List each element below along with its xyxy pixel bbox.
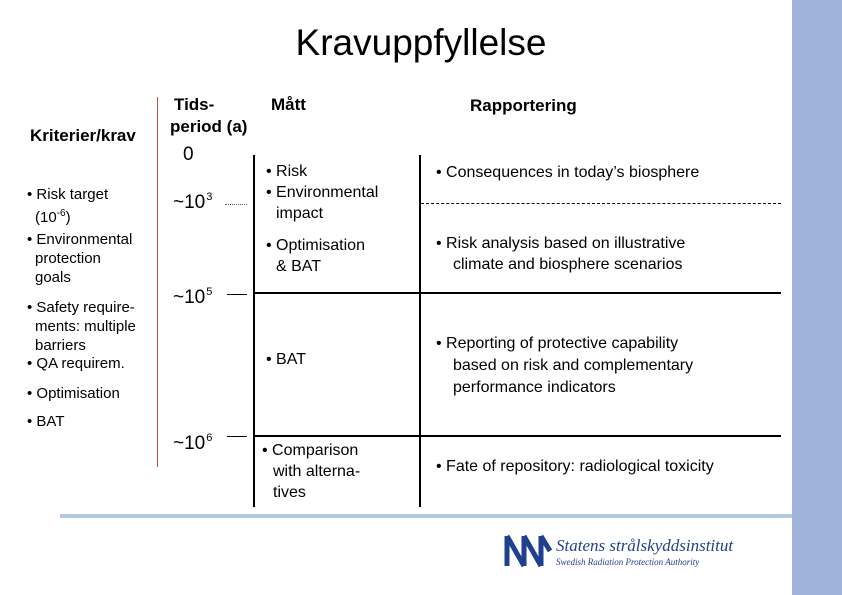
time-mark-0: 0	[183, 144, 194, 165]
criteria-risk-target: • Risk target	[27, 186, 109, 203]
measure-bat: • BAT	[266, 351, 306, 368]
time-tick-10e5	[227, 294, 247, 295]
ssi-logo-icon	[504, 533, 552, 568]
reporting-protective-line1: • Reporting of protective capability	[436, 335, 679, 352]
criteria-safety-line2: ments: multiple	[35, 318, 136, 335]
time-tick-10e6	[227, 436, 247, 437]
time-header-line1: Tids-	[174, 95, 215, 114]
criteria-divider-line	[157, 97, 158, 467]
row-divider-10e6	[253, 435, 781, 437]
reporting-risk-analysis-line1: • Risk analysis based on illustrative	[436, 235, 686, 252]
row-divider-10e3-dashed	[421, 203, 781, 204]
measure-comparison-line1: • Comparison	[262, 442, 359, 459]
measure-bat-cont: & BAT	[276, 258, 322, 275]
measure-comparison-line3: tives	[273, 484, 306, 501]
criteria-safety-line3: barriers	[35, 337, 86, 354]
row-divider-10e5	[253, 292, 781, 294]
criteria-bat: • BAT	[27, 413, 65, 430]
measure-environmental: • Environmental	[266, 184, 379, 201]
footer-rule	[60, 514, 792, 518]
measures-left-border	[253, 155, 255, 507]
criteria-qa: • QA requirem.	[27, 355, 125, 372]
criteria-header: Kriterier/krav	[30, 126, 136, 145]
reporting-protective-line3: performance indicators	[453, 379, 616, 396]
decorative-sidebar	[792, 0, 842, 595]
criteria-optimisation: • Optimisation	[27, 385, 120, 402]
time-tick-10e3	[225, 204, 247, 205]
reporting-header: Rapportering	[470, 96, 577, 115]
measure-optimisation: • Optimisation	[266, 237, 365, 254]
criteria-risk-target-value: $(10^{-6})$	[35, 208, 71, 226]
time-mark-10e6: $\sim 10^6$	[173, 432, 213, 454]
criteria-env-line2: protection	[35, 250, 101, 267]
criteria-env-line3: goals	[35, 269, 71, 286]
measure-comparison-line2: with alterna-	[273, 463, 361, 480]
time-mark-10e5: $\sim 10^5$	[173, 286, 213, 308]
measure-risk: • Risk	[266, 163, 308, 180]
page-title: Kravuppfyllelse	[295, 22, 547, 63]
measure-impact: impact	[276, 205, 324, 222]
reporting-protective-line2: based on risk and complementary	[453, 357, 694, 374]
logo-name: Statens strålskyddsinstitut	[556, 536, 734, 555]
reporting-risk-analysis-line2: climate and biosphere scenarios	[453, 256, 683, 273]
time-header-line2: period (a)	[170, 117, 248, 136]
time-mark-10e3: $\sim 10^3$	[173, 191, 213, 213]
criteria-env-line1: • Environmental	[27, 231, 133, 248]
reporting-fate-of-repository: • Fate of repository: radiological toxicity	[436, 458, 714, 475]
criteria-safety-line1: • Safety require-	[27, 299, 135, 316]
measures-right-border	[419, 155, 421, 507]
measures-header: Mått	[271, 95, 306, 114]
reporting-consequences: • Consequences in today’s biosphere	[436, 164, 700, 181]
logo-subtitle: Swedish Radiation Protection Authority	[556, 557, 700, 567]
